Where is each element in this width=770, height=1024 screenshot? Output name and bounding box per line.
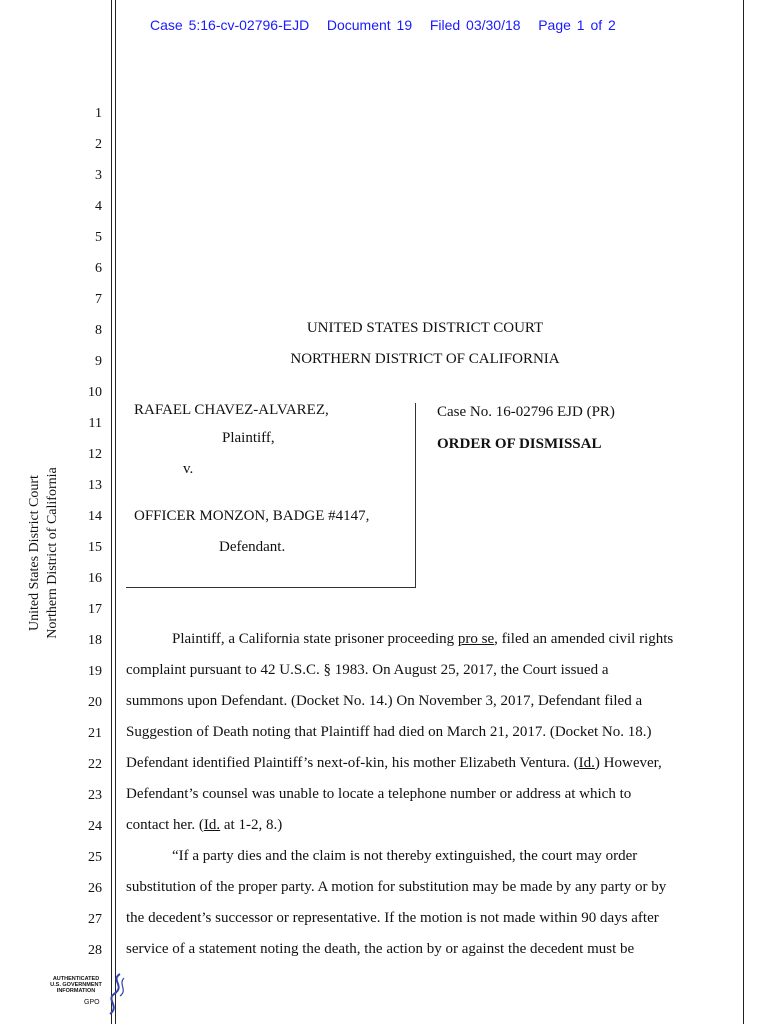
body-line-20: summons upon Defendant. (Docket No. 14.) On November 3, 2017, Defendant filed a <box>126 693 643 709</box>
line-number: 15 <box>88 540 102 555</box>
line-number: 8 <box>95 323 102 338</box>
logo-gpo: GPO <box>84 999 100 1006</box>
line-number: 25 <box>88 850 102 865</box>
line-number: 17 <box>88 602 102 617</box>
line-number: 5 <box>95 230 102 245</box>
side-label-court: United States District Court <box>27 475 42 631</box>
body-line-24: contact her. (Id. at 1-2, 8.) <box>126 817 283 833</box>
body-line-27: the decedent’s successor or representative. If the motion is not made within 90 days after <box>126 910 659 926</box>
line-number: 6 <box>95 261 102 276</box>
line-number: 13 <box>88 478 102 493</box>
line-number: 19 <box>88 664 102 679</box>
line-number: 2 <box>95 137 102 152</box>
line-number: 22 <box>88 757 102 772</box>
line-number: 28 <box>88 943 102 958</box>
left-margin-rule-1 <box>111 0 112 1024</box>
plaintiff-role: Plaintiff, <box>222 430 275 446</box>
line-number: 27 <box>88 912 102 927</box>
court-district: NORTHERN DISTRICT OF CALIFORNIA <box>290 351 560 367</box>
line-number: 11 <box>88 416 102 431</box>
body-line-22: Defendant identified Plaintiff’s next-of-kin, his mother Elizabeth Ventura. (Id.) However, <box>126 755 662 771</box>
gpo-authentication-logo <box>44 972 134 1016</box>
line-number: 20 <box>88 695 102 710</box>
defendant-role: Defendant. <box>219 539 286 555</box>
line-number: 26 <box>88 881 102 896</box>
caption-vertical-rule <box>415 403 416 587</box>
eagle-swoosh-icon <box>100 972 134 1016</box>
body-line-21: Suggestion of Death noting that Plaintiff had died on March 21, 2017. (Docket No. 18.) <box>126 724 652 740</box>
line-number: 14 <box>88 509 102 524</box>
body-line-19: complaint pursuant to 42 U.S.C. § 1983. On August 25, 2017, the Court issued a <box>126 662 609 678</box>
case-number: Case No. 16-02796 EJD (PR) <box>437 404 615 420</box>
versus: v. <box>183 461 194 477</box>
body-line-18: Plaintiff, a California state prisoner proceeding pro se, filed an amended civil rights <box>172 631 674 647</box>
defendant-name: OFFICER MONZON, BADGE #4147, <box>134 508 370 524</box>
line-number: 12 <box>88 447 102 462</box>
header-case: Case 5:16-cv-02796-EJD <box>150 17 310 33</box>
line-number: 4 <box>95 199 102 214</box>
line-number: 9 <box>95 354 102 369</box>
line-number: 21 <box>88 726 102 741</box>
line-number: 18 <box>88 633 102 648</box>
body-line-28: service of a statement noting the death, the action by or against the decedent must be <box>126 941 635 957</box>
order-title: ORDER OF DISMISSAL <box>437 436 602 452</box>
right-margin-rule <box>743 0 744 1024</box>
side-label-district: Northern District of California <box>45 467 60 639</box>
line-number: 1 <box>95 106 102 121</box>
line-number: 16 <box>88 571 102 586</box>
court-name: UNITED STATES DISTRICT COURT <box>306 320 544 336</box>
line-number: 10 <box>88 385 102 400</box>
body-line-23: Defendant’s counsel was unable to locate a telephone number or address at which to <box>126 786 632 802</box>
body-line-25: “If a party dies and the claim is not thereby extinguished, the court may order <box>172 848 638 864</box>
line-number: 7 <box>95 292 102 307</box>
line-number: 24 <box>88 819 102 834</box>
ecf-header <box>150 17 616 33</box>
header-page: Page 1 of 2 <box>538 17 616 33</box>
line-number: 3 <box>95 168 102 183</box>
line-number: 23 <box>88 788 102 803</box>
left-margin-rule-2 <box>115 0 116 1024</box>
body-line-26: substitution of the proper party. A motion for substitution may be made by any party or by <box>126 879 667 895</box>
logo-text: AUTHENTICATED U.S. GOVERNMENT INFORMATION <box>50 976 102 994</box>
header-filed: Filed 03/30/18 <box>429 17 521 33</box>
plaintiff-name: RAFAEL CHAVEZ-ALVAREZ, <box>134 402 329 418</box>
caption-bottom-rule <box>126 587 416 588</box>
header-document: Document 19 <box>326 17 413 33</box>
